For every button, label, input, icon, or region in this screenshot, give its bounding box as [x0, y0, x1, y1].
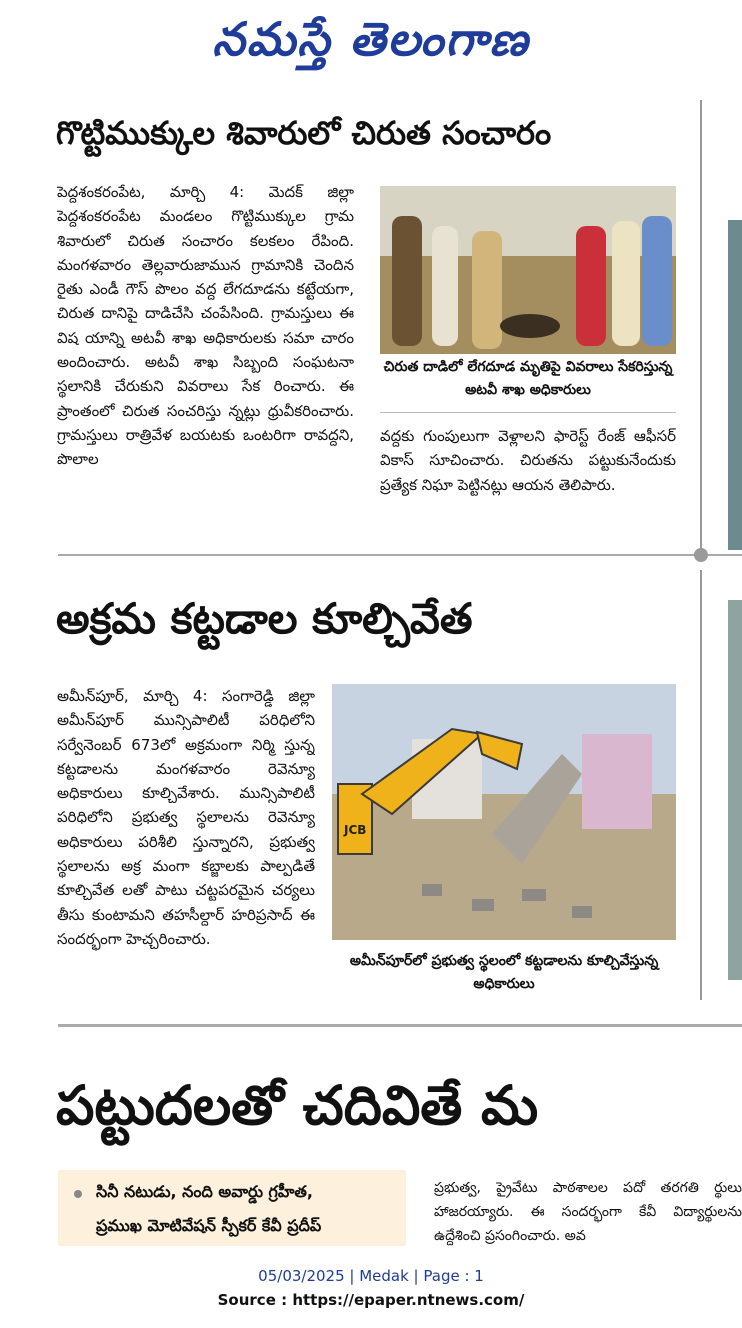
- column-divider: [700, 100, 702, 555]
- section-rule-1: [58, 554, 698, 556]
- subhead-bullet: [74, 1190, 82, 1198]
- article1-photo-caption: [380, 356, 676, 406]
- footer-source-text[interactable]: Source : https://epaper.ntnews.com/: [217, 1291, 525, 1309]
- article3-body-text: ప్రభుత్వ, ప్రైవేటు పాఠశాలల పదో తరగతి ర్థులు హాజరయ్యారు. ఈ సందర్భంగా కేవీ విద్యార్థులను ఉద్దేశించి ప్రసంగించారు. అవ: [434, 1180, 742, 1244]
- article1-body-left-text: పెద్దశంకరంపేట, మార్చి 4: మెదక్ జిల్లా పెద్దశంకరంపేట మండలం గొట్టిముక్కుల గ్రామ శివారులో చిరుత సంచారం కలకలం రేపింది. మంగళవారం తెల్లవారుజామున గ్రామానికి చెందిన రైతు ఎండీ గౌస్ పొలం వద్ద లేగదూడను కట్టేయగా, చిరుత దానిపై దాడిచేసి చంపేసింది. గ్రామస్తులు ఈ విష యాన్ని అటవీ శాఖ అధికారులకు సమా చారం అందించారు. అటవీ శాఖ సిబ్బంది సంఘటనా స్థలానికి చేరుకుని వివరాలు సేక రించారు. ఈ ప్రాంతంలో చిరుత సంచరిస్తు న్నట్లు ధ్రువీకరించారు. గ్రామస్తులు రాత్రివేళ బయటకు ఒంటరిగా రావద్దని, పొలాల: [57, 183, 354, 469]
- article3-body: [434, 1176, 742, 1248]
- article1-body-left: [57, 180, 354, 545]
- footer-edition-info: 05/03/2025 | Medak | Page : 1: [258, 1267, 484, 1285]
- article1-body-right: [380, 424, 676, 536]
- article2-photo-caption: [332, 950, 676, 1000]
- machine-label: JCB: [344, 823, 367, 837]
- article3-headline: పట్టుదలతో చదివితే మ: [56, 1074, 539, 1137]
- article3-subhead-box: [58, 1170, 406, 1246]
- article1-photo: [380, 186, 676, 354]
- masthead-logo: నమస్తే తెలంగాణ: [212, 12, 530, 66]
- article2-caption-text: అమీన్‌పూర్‌లో ప్రభుత్వ స్థలంలో కట్టడాలను కూల్చివేస్తున్న అధికారులు: [349, 953, 659, 992]
- section-rule-1-right: [708, 554, 742, 556]
- article1-caption-text: చిరుత దాడిలో లేగదూడ మృతిపై వివరాలు సేకరిస్తున్న అటవీ శాఖ అధికారులు: [383, 359, 673, 398]
- column-divider-2: [700, 570, 702, 1000]
- article2-body: [57, 684, 315, 1006]
- article1-headline: గొట్టిముక్కుల శివారులో చిరుత సంచారం: [56, 114, 552, 152]
- forest-officials-photo: [380, 186, 676, 354]
- article2-photo: [332, 684, 676, 940]
- article3-subhead-line1: సినీ నటుడు, నంది అవార్డు గ్రహీత,: [96, 1182, 313, 1201]
- section-rule-2: [58, 1024, 742, 1027]
- footer-source-link[interactable]: [0, 1288, 742, 1312]
- article2-headline: అక్రమ కట్టడాల కూల్చివేత: [56, 594, 473, 643]
- section-dot: [694, 548, 708, 562]
- adjacent-article-strip-2: [728, 600, 742, 980]
- adjacent-article-strip: [728, 220, 742, 550]
- caption-rule: [380, 412, 676, 413]
- demolition-photo: [332, 684, 676, 940]
- article1-body-right-text: వద్దకు గుంపులుగా వెళ్లాలని ఫారెస్ట్ రేంజ్ ఆఫీసర్ వికాస్ సూచించారు. చిరుతను పట్టుకునేందుకు ప్రత్యేక నిఘా పెట్టినట్లు ఆయన తెలిపారు.: [380, 427, 676, 494]
- article2-body-text: అమీన్‌పూర్, మార్చి 4: సంగారెడ్డి జిల్లా అమీన్‌పూర్ మున్సిపాలిటీ పరిధిలోని సర్వేనెంబర్ 673లో అక్రమంగా నిర్మి స్తున్న కట్టడాలను మంగళవారం రెవెన్యూ అధికారులు కూల్చివేశారు. మున్సిపాలిటీ పరిధిలోని ప్రభుత్వ స్థలాలను రెవెన్యూ అధికారులు పరిశీలి స్తున్నారని, ప్రభుత్వ స్థలాలను అక్ర మంగా కబ్జాలకు పాల్పడితే కూల్చివేత లతో పాటు చట్టపరమైన చర్యలు తీసు కుంటామని తహసీల్దార్ హరిప్రసాద్ ఈ సందర్భంగా హెచ్చరించారు.: [57, 687, 315, 948]
- article3-subhead-line2: ప్రముఖ మోటివేషన్ స్పీకర్ కేవీ ప్రదీప్: [96, 1216, 322, 1235]
